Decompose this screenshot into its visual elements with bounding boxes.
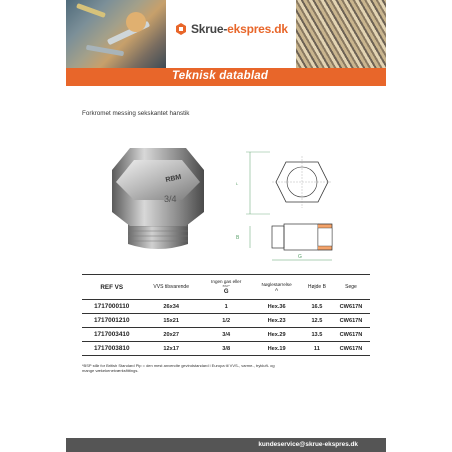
tools-photo: [66, 0, 166, 68]
col-key-size: Nøglestørrelse A: [251, 275, 301, 300]
cap-marking: 3/4: [164, 194, 177, 204]
dim-b-label: B: [236, 235, 240, 241]
cell-material: CW617N: [332, 328, 370, 342]
footer-email[interactable]: kundeservice@skrue-ekspres.dk: [258, 440, 358, 448]
datasheet-page: [66, 0, 386, 452]
product-photo: [106, 140, 210, 258]
cell-key: Hex.19: [251, 342, 301, 356]
cell-ref: 1717000110: [82, 300, 141, 314]
table-row: [82, 342, 370, 356]
cell-gas: 1/2: [201, 314, 251, 328]
col-material: Sege: [332, 275, 370, 300]
spec-table: [82, 274, 370, 356]
cell-material: CW617N: [332, 342, 370, 356]
col-vvs: VVS tilsvarende: [141, 275, 201, 300]
brand-logo[interactable]: [174, 22, 288, 36]
cell-ref: 1717003810: [82, 342, 141, 356]
col-ref: REF VS: [82, 275, 141, 300]
cell-gas: 1: [201, 300, 251, 314]
cell-gas: 3/4: [201, 328, 251, 342]
title-bar: [66, 68, 386, 86]
technical-drawing: [226, 140, 346, 270]
cell-material: CW617N: [332, 300, 370, 314]
page-title: Teknisk datablad: [172, 70, 269, 82]
cell-height: 12.5: [302, 314, 332, 328]
cell-key: Hex.36: [251, 300, 301, 314]
cell-key: Hex.23: [251, 314, 301, 328]
cell-ref: 1717003410: [82, 328, 141, 342]
logo-icon: [174, 22, 188, 36]
table-row: [82, 328, 370, 342]
cell-height: 16.5: [302, 300, 332, 314]
cell-height: 13.5: [302, 328, 332, 342]
header-banner: [66, 0, 386, 68]
col-height: Højde B: [302, 275, 332, 300]
logo-area: [166, 0, 296, 68]
logo-text: Skrue-ekspres.dk: [191, 22, 288, 36]
table-row: [82, 314, 370, 328]
col-gas: Ingen gas eller BSP* G: [201, 275, 251, 300]
cell-ref: 1717001210: [82, 314, 141, 328]
cell-vvs: 15x21: [141, 314, 201, 328]
screws-photo: [296, 0, 386, 68]
cell-vvs: 20x27: [141, 328, 201, 342]
table-row: [82, 300, 370, 314]
cell-height: 11: [302, 342, 332, 356]
cell-material: CW617N: [332, 314, 370, 328]
dim-g-label: G: [298, 254, 302, 260]
cell-gas: 3/8: [201, 342, 251, 356]
footer-bar: [66, 438, 386, 452]
cell-vvs: 26x34: [141, 300, 201, 314]
product-subtitle: Forkromet messing sekskantet hanstik: [82, 110, 190, 117]
svg-text:RBM: RBM: [164, 173, 183, 184]
cell-key: Hex.29: [251, 328, 301, 342]
dim-l-label: L: [236, 181, 239, 186]
cell-vvs: 12x17: [141, 342, 201, 356]
footnote: *BSP står for British Standard Pip = den mest anvendte gevindstandard i Europa til VVS-, varme-, trykluft- og mange vækekenetværksfittings.: [82, 363, 275, 373]
table-header-row: [82, 275, 370, 300]
